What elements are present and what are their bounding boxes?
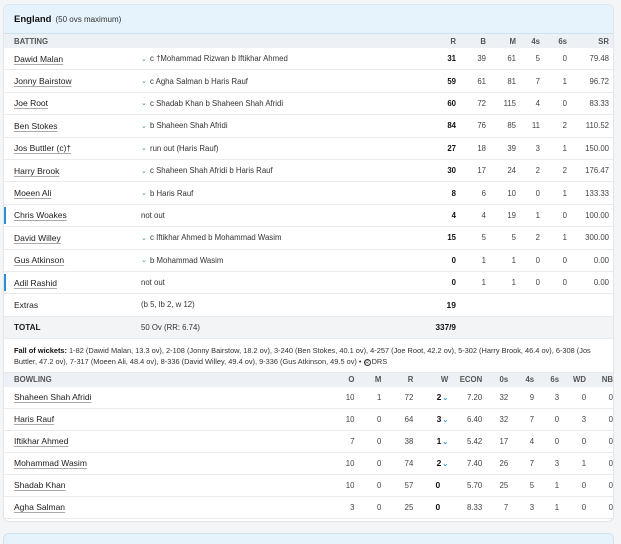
bowler-name-cell xyxy=(4,392,304,402)
dismissal-text: c †Mohammad Rizwan b Iftikhar Ahmed xyxy=(150,54,288,64)
dismissal[interactable] xyxy=(141,77,407,86)
batter-row xyxy=(4,115,613,137)
bowler-noballs: 0 xyxy=(608,392,613,402)
bowler-wickets-cell xyxy=(413,480,448,490)
batter-strike-rate: 96.72 xyxy=(589,76,609,86)
bowler-maidens: 0 xyxy=(377,414,382,424)
batter-name[interactable]: Jos Buttler (c)† xyxy=(14,143,72,154)
batter-fours: 7 xyxy=(535,76,540,86)
bowler-row xyxy=(4,475,613,497)
dismissal-text: run out (Haris Rauf) xyxy=(150,143,219,153)
scorecard-card xyxy=(3,4,614,522)
batter-name-cell xyxy=(4,255,141,265)
batter-runs: 4 xyxy=(451,210,456,220)
bowler-economy: 5.70 xyxy=(467,480,483,490)
batter-runs: 8 xyxy=(451,188,456,198)
dismissal-text: not out xyxy=(141,278,165,288)
bowler-name[interactable]: Iftikhar Ahmed xyxy=(14,436,69,447)
batter-name[interactable]: Chris Woakes xyxy=(14,210,67,221)
bowler-wides: 0 xyxy=(581,392,587,402)
batting-header xyxy=(4,34,613,48)
next-innings-header[interactable] xyxy=(3,533,614,544)
batter-name[interactable]: Jonny Bairstow xyxy=(14,76,72,87)
batter-row xyxy=(4,93,613,115)
bowler-wides: 3 xyxy=(581,414,587,424)
batter-minutes: 115 xyxy=(503,98,516,108)
bowler-wickets-cell[interactable] xyxy=(413,414,448,424)
bowler-name-cell xyxy=(4,414,304,424)
batter-name-cell xyxy=(4,278,141,288)
bowler-sixes: 3 xyxy=(554,392,560,402)
bowler-name-cell xyxy=(4,458,304,468)
batter-runs: 27 xyxy=(447,143,456,153)
batter-runs: 31 xyxy=(447,54,456,64)
batter-minutes: 85 xyxy=(507,121,516,131)
bowler-overs: 10 xyxy=(345,392,355,402)
batter-strike-rate: 150.00 xyxy=(585,143,609,153)
batter-name-cell xyxy=(4,76,141,86)
batter-strike-rate: 110.52 xyxy=(585,121,609,131)
batter-row xyxy=(4,138,613,160)
bowler-maidens: 0 xyxy=(377,480,382,490)
maidens-col-header: M xyxy=(374,375,382,385)
batter-name[interactable]: David Willey xyxy=(14,232,61,243)
bowler-name[interactable]: Haris Rauf xyxy=(14,414,55,425)
dismissal-text: not out xyxy=(141,210,165,220)
chevron-down-icon[interactable]: ⌄ xyxy=(141,190,147,198)
bowler-wides: 0 xyxy=(581,480,587,490)
chevron-down-icon[interactable]: ⌄ xyxy=(141,257,147,265)
batter-name[interactable]: Joe Root xyxy=(14,98,49,109)
bowler-name[interactable]: Mohammad Wasim xyxy=(14,458,87,469)
chevron-down-icon[interactable]: ⌄ xyxy=(141,78,147,86)
batter-balls: 1 xyxy=(481,255,486,265)
batter-fours: 0 xyxy=(535,278,540,288)
batter-sixes: 0 xyxy=(562,255,567,265)
sixes-conceded-col-header: 6s xyxy=(550,375,560,385)
bowler-maidens: 0 xyxy=(377,458,382,468)
batter-name-cell xyxy=(4,233,141,243)
batter-name[interactable]: Dawid Malan xyxy=(14,53,64,64)
batting-rows xyxy=(4,48,613,294)
batter-row xyxy=(4,205,613,227)
chevron-down-icon[interactable]: ⌄ xyxy=(141,122,147,130)
bowler-noballs: 0 xyxy=(608,458,613,468)
bowler-economy: 6.40 xyxy=(467,414,483,424)
noballs-col-header: NB xyxy=(601,375,613,385)
total-score: 337/9 xyxy=(435,322,456,332)
dismissal[interactable] xyxy=(141,256,407,265)
batter-name-cell xyxy=(4,98,141,108)
batter-fours: 5 xyxy=(535,54,540,64)
batter-balls: 5 xyxy=(481,233,486,243)
batter-minutes: 10 xyxy=(507,188,516,198)
batter-row xyxy=(4,160,613,182)
extras-label: Extras xyxy=(14,299,39,310)
bowler-wickets: 0 xyxy=(435,502,441,513)
sixes-col-header: 6s xyxy=(558,36,567,46)
bowler-wickets-cell[interactable] xyxy=(413,458,448,468)
bowler-runs: 57 xyxy=(404,480,414,490)
bowler-sixes: 1 xyxy=(554,480,560,490)
dismissal[interactable] xyxy=(141,189,407,198)
batter-fours: 0 xyxy=(535,188,540,198)
drs-label[interactable]: DRS xyxy=(371,356,388,366)
batter-fours: 0 xyxy=(535,255,540,265)
batter-runs: 0 xyxy=(451,278,456,288)
batter-runs: 15 xyxy=(447,233,456,243)
batter-strike-rate: 133.33 xyxy=(585,188,609,198)
batter-balls: 18 xyxy=(477,143,486,153)
batter-balls: 6 xyxy=(481,188,486,198)
bowling-header xyxy=(4,373,613,387)
batter-balls: 1 xyxy=(481,278,486,288)
batter-runs: 0 xyxy=(451,255,456,265)
bowler-overs: 10 xyxy=(345,414,355,424)
batter-strike-rate: 300.00 xyxy=(585,233,609,243)
strike-rate-col-header: SR xyxy=(598,36,609,46)
bowler-noballs: 0 xyxy=(608,480,613,490)
bowler-economy: 5.42 xyxy=(467,436,483,446)
dismissal[interactable] xyxy=(141,99,407,108)
batter-runs: 59 xyxy=(447,76,456,86)
batter-strike-rate: 0.00 xyxy=(593,278,609,288)
bowler-overs: 7 xyxy=(350,436,355,446)
bowler-noballs: 0 xyxy=(608,414,613,424)
bowler-name[interactable]: Shaheen Shah Afridi xyxy=(14,392,92,403)
batter-fours: 11 xyxy=(531,121,540,131)
bowler-overs: 10 xyxy=(345,458,355,468)
bowler-row xyxy=(4,497,613,519)
bowler-dots: 32 xyxy=(499,414,509,424)
batter-row xyxy=(4,227,613,249)
bowler-fours: 7 xyxy=(529,414,535,424)
dismissal[interactable] xyxy=(141,54,407,63)
bowler-sixes: 0 xyxy=(554,414,560,424)
batter-balls: 17 xyxy=(477,166,486,176)
bowler-dots: 32 xyxy=(499,392,509,402)
bowler-sixes: 3 xyxy=(554,458,560,468)
runs-conceded-col-header: R xyxy=(407,375,414,385)
batter-sixes: 0 xyxy=(562,278,567,288)
bowler-wides: 0 xyxy=(581,502,587,512)
runs-col-header: R xyxy=(450,36,456,46)
bowler-wickets: 2 xyxy=(436,458,442,469)
batter-fours: 2 xyxy=(535,233,540,243)
fow-label: Fall of wickets: xyxy=(14,345,67,355)
bowler-maidens: 0 xyxy=(377,436,382,446)
bowler-wides: 1 xyxy=(581,458,587,468)
batter-sixes: 1 xyxy=(562,143,567,153)
dismissal-text: b Mohammad Wasim xyxy=(150,255,224,265)
batter-name[interactable]: Gus Atkinson xyxy=(14,255,65,266)
batter-balls: 72 xyxy=(477,98,486,108)
batter-balls: 76 xyxy=(477,121,486,131)
batter-runs: 60 xyxy=(447,98,456,108)
wides-col-header: WD xyxy=(573,375,587,385)
batter-sixes: 1 xyxy=(562,76,567,86)
fow-text: 1-82 (Dawid Malan, 13.3 ov), 2-108 (Jonny Bairstow, 18.2 ov), 3-240 (Ben Stokes, 40.1 ov), 4-257 (Joe Root, 42.2 ov), 5-302 (Harry Brook, 46.4 ov), 6-308 (Jos Buttler, 47.2 ov), 7-317 (Moeen Ali, 48.4 ov), 8-336 (David Willey, 49.4 ov), 9-336 (Gus Atkinson, 49.5 ov) • xyxy=(14,345,591,366)
dismissal[interactable] xyxy=(141,166,407,175)
batter-sixes: 2 xyxy=(562,121,567,131)
batter-fours: 2 xyxy=(535,166,540,176)
dismissal-text: c Shadab Khan b Shaheen Shah Afridi xyxy=(150,98,284,108)
batter-runs: 30 xyxy=(447,166,456,176)
batter-strike-rate: 100.00 xyxy=(585,210,609,220)
batter-balls: 39 xyxy=(477,54,486,64)
extras-value: 19 xyxy=(446,299,456,310)
batter-name[interactable]: Harry Brook xyxy=(14,165,60,176)
batter-strike-rate: 83.33 xyxy=(589,98,609,108)
batter-minutes: 39 xyxy=(507,143,516,153)
total-label: TOTAL xyxy=(14,322,41,332)
batter-name[interactable]: Adil Rashid xyxy=(14,277,57,288)
bowler-wickets-cell xyxy=(413,502,448,512)
batter-row xyxy=(4,70,613,92)
balls-col-header: B xyxy=(480,36,486,46)
bowler-wickets: 0 xyxy=(435,480,441,491)
dismissal[interactable] xyxy=(141,144,407,153)
batter-name-cell xyxy=(4,210,141,220)
batter-row xyxy=(4,48,613,70)
team-name: England xyxy=(14,13,52,25)
not-out-indicator xyxy=(4,207,6,224)
batter-name[interactable]: Ben Stokes xyxy=(14,120,58,131)
dismissal-text: c Shaheen Shah Afridi b Haris Rauf xyxy=(150,166,273,176)
batter-minutes: 61 xyxy=(507,54,516,64)
batter-strike-rate: 176.47 xyxy=(585,166,609,176)
bowler-economy: 8.33 xyxy=(467,502,483,512)
chevron-down-icon[interactable]: ⌄ xyxy=(141,167,147,175)
chevron-down-icon[interactable]: ⌄ xyxy=(141,100,147,108)
dismissal[interactable] xyxy=(141,233,407,242)
batter-name-cell xyxy=(4,166,141,176)
batter-sixes: 1 xyxy=(562,233,567,243)
batter-name-cell xyxy=(4,54,141,64)
bowler-economy: 7.20 xyxy=(467,392,483,402)
batter-minutes: 19 xyxy=(507,210,516,220)
bowler-row xyxy=(4,409,613,431)
bowler-fours: 5 xyxy=(529,480,535,490)
bowler-fours: 3 xyxy=(529,502,535,512)
batter-minutes: 1 xyxy=(511,255,516,265)
dismissal xyxy=(141,278,407,287)
bowler-wickets-cell[interactable] xyxy=(413,392,448,402)
fours-col-header: 4s xyxy=(531,36,540,46)
bowler-sixes: 1 xyxy=(554,502,560,512)
batter-balls: 61 xyxy=(477,76,486,86)
bowler-noballs: 0 xyxy=(608,502,613,512)
chevron-down-icon[interactable]: ⌄ xyxy=(442,417,449,425)
batter-sixes: 0 xyxy=(562,54,567,64)
bowler-noballs: 0 xyxy=(608,436,613,446)
dismissal-text: b Haris Rauf xyxy=(150,188,194,198)
bowler-name[interactable]: Agha Salman xyxy=(14,502,66,513)
bowler-name[interactable]: Shadab Khan xyxy=(14,480,66,491)
total-overs: 50 Ov (RR: 6.74) xyxy=(141,322,200,332)
batter-name[interactable]: Moeen Ali xyxy=(14,188,52,199)
chevron-down-icon[interactable]: ⌄ xyxy=(442,461,449,469)
bowler-runs: 38 xyxy=(404,436,414,446)
batter-minutes: 24 xyxy=(507,166,516,176)
innings-header[interactable] xyxy=(4,5,613,34)
bowler-dots: 7 xyxy=(503,502,509,512)
batter-strike-rate: 79.48 xyxy=(589,54,609,64)
bowler-wides: 0 xyxy=(581,436,587,446)
overs-col-header: O xyxy=(348,375,355,385)
bowler-name-cell xyxy=(4,502,304,512)
batter-name-cell xyxy=(4,121,141,131)
bowler-sixes: 0 xyxy=(554,436,560,446)
extras-row xyxy=(4,294,613,316)
fours-conceded-col-header: 4s xyxy=(525,375,535,385)
batter-row xyxy=(4,182,613,204)
batter-sixes: 1 xyxy=(562,188,567,198)
batter-row xyxy=(4,250,613,272)
batter-name-cell xyxy=(4,188,141,198)
dismissal-text: c Iftikhar Ahmed b Mohammad Wasim xyxy=(150,233,282,243)
bowler-wickets: 2 xyxy=(436,392,442,403)
bowler-overs: 3 xyxy=(350,502,355,512)
chevron-down-icon[interactable]: ⌄ xyxy=(141,55,147,63)
dismissal-text: c Agha Salman b Haris Rauf xyxy=(150,76,248,86)
bowler-wickets: 1 xyxy=(436,436,442,447)
batter-minutes: 5 xyxy=(511,233,516,243)
batting-label: BATTING xyxy=(14,36,49,46)
bowler-runs: 25 xyxy=(404,502,414,512)
batter-runs: 84 xyxy=(447,121,456,131)
minutes-col-header: M xyxy=(509,36,516,46)
bowler-row xyxy=(4,453,613,475)
batter-strike-rate: 0.00 xyxy=(593,255,609,265)
bowler-fours: 4 xyxy=(529,436,535,446)
batter-fours: 1 xyxy=(535,210,540,220)
bowling-label: BOWLING xyxy=(14,375,52,385)
chevron-down-icon[interactable]: ⌄ xyxy=(442,395,449,403)
batter-fours: 3 xyxy=(535,143,540,153)
bowler-name-cell xyxy=(4,480,304,490)
bowler-fours: 7 xyxy=(529,458,535,468)
dots-col-header: 0s xyxy=(499,375,509,385)
total-row xyxy=(4,317,613,339)
bowler-wickets-cell[interactable] xyxy=(413,436,448,446)
bowler-maidens: 0 xyxy=(377,502,382,512)
bowler-fours: 9 xyxy=(529,392,535,402)
dismissal[interactable] xyxy=(141,121,407,130)
batter-sixes: 0 xyxy=(562,98,567,108)
fall-of-wickets xyxy=(4,339,613,373)
dismissal xyxy=(141,211,407,220)
chevron-down-icon[interactable]: ⌄ xyxy=(141,145,147,153)
economy-col-header: ECON xyxy=(459,375,483,385)
bowler-wickets: 3 xyxy=(436,414,442,425)
batter-row xyxy=(4,272,613,294)
bowler-dots: 17 xyxy=(499,436,509,446)
chevron-down-icon[interactable]: ⌄ xyxy=(442,439,449,447)
bowler-dots: 25 xyxy=(499,480,509,490)
bowler-dots: 26 xyxy=(499,458,509,468)
bowler-name-cell xyxy=(4,436,304,446)
batter-sixes: 2 xyxy=(562,166,567,176)
bowler-runs: 74 xyxy=(404,458,414,468)
batter-minutes: 1 xyxy=(511,278,516,288)
batter-fours: 4 xyxy=(535,98,540,108)
extras-detail: (b 5, lb 2, w 12) xyxy=(141,300,195,310)
chevron-down-icon[interactable]: ⌄ xyxy=(141,234,147,242)
bowler-overs: 10 xyxy=(345,480,355,490)
batter-balls: 4 xyxy=(481,210,486,220)
bowler-economy: 7.40 xyxy=(467,458,483,468)
bowler-runs: 64 xyxy=(404,414,414,424)
wickets-col-header: W xyxy=(440,375,449,385)
dismissal-text: b Shaheen Shah Afridi xyxy=(150,121,228,131)
bowler-row xyxy=(4,387,613,409)
drs-icon: R xyxy=(365,359,369,366)
innings-subtitle: (50 ovs maximum) xyxy=(55,14,122,24)
bowler-row xyxy=(4,431,613,453)
bowler-runs: 72 xyxy=(404,392,414,402)
batter-name-cell xyxy=(4,143,141,153)
bowling-rows xyxy=(4,387,613,519)
batter-minutes: 81 xyxy=(507,76,516,86)
not-out-indicator xyxy=(4,274,6,291)
batter-sixes: 0 xyxy=(562,210,567,220)
bowler-maidens: 1 xyxy=(377,392,382,402)
